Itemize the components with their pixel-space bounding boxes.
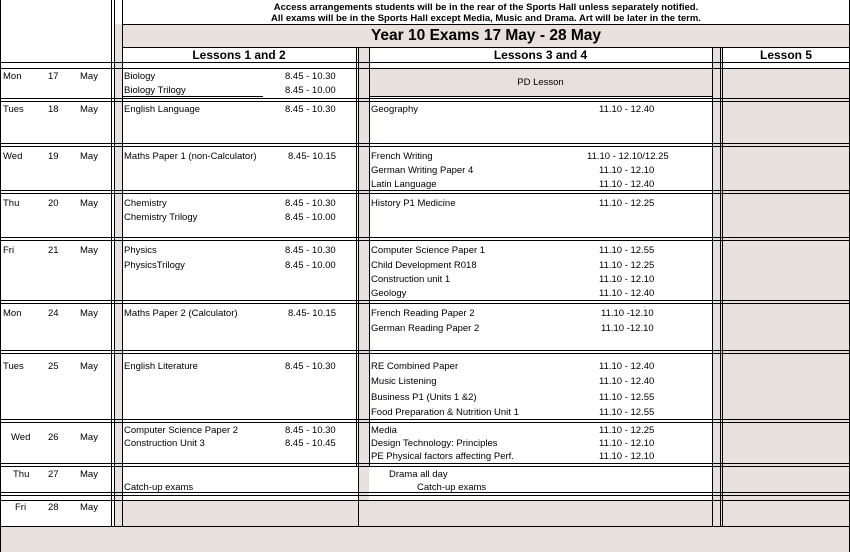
- exam-subject: Latin Language: [371, 179, 437, 190]
- month-label: May: [80, 245, 98, 256]
- notice-line-2: All exams will be in the Sports Hall except Media, Music and Drama. Art will be later in the term.: [271, 13, 701, 24]
- exam-time: 11.10 - 12.55: [599, 392, 655, 403]
- exam-time: 11.10 - 12.25: [599, 425, 655, 436]
- date-label: 21: [48, 245, 59, 256]
- exam-time: 8.45 - 10.00: [285, 260, 336, 271]
- exam-time: 8.45 - 10.30: [285, 198, 336, 209]
- pd-lesson-note: PD Lesson: [517, 77, 564, 88]
- day-label: Wed: [3, 151, 23, 162]
- spine-shade-left: [114, 24, 122, 526]
- exam-time: 8.45- 10.15: [288, 151, 337, 162]
- month-label: May: [80, 71, 98, 82]
- exam-time: 8.45 - 10.30: [285, 361, 336, 372]
- month-label: May: [80, 308, 98, 319]
- date-label: 20: [48, 198, 59, 209]
- exam-subject: Computer Science Paper 1: [371, 245, 486, 256]
- exam-time: 8.45 - 10.00: [285, 85, 336, 96]
- exam-time: 11.10 - 12.10: [599, 438, 655, 449]
- exam-time: 11.10 - 12.10/12.25: [587, 151, 669, 162]
- date-label: 25: [48, 361, 59, 372]
- exam-time: 8.45 - 10.30: [285, 71, 336, 82]
- day-label: Thu: [13, 469, 30, 480]
- date-label: 17: [48, 71, 59, 82]
- exam-time: 8.45 - 10.30: [285, 104, 336, 115]
- date-label: 19: [48, 151, 59, 162]
- exam-time: 11.10 - 12.55: [599, 245, 655, 256]
- exam-time: 11.10 - 12.10: [599, 165, 655, 176]
- exam-subject: Biology: [124, 71, 156, 82]
- day-label: Thu: [3, 198, 20, 209]
- exam-time: 11.10 - 12.40: [599, 376, 655, 387]
- month-label: May: [80, 198, 98, 209]
- exam-time: 11.10 - 12.40: [599, 179, 655, 190]
- day-label: Fri: [15, 502, 27, 513]
- month-label: May: [80, 432, 98, 443]
- notice-line-1: Access arrangements students will be in the rear of the Sports Hall unless separately notified.: [273, 2, 699, 13]
- exam-subject: Physics: [124, 245, 157, 256]
- exam-subject: Business P1 (Units 1 &2): [371, 392, 477, 403]
- exam-time: 8.45- 10.15: [288, 308, 337, 319]
- exam-subject: Food Preparation & Nutrition Unit 1: [371, 407, 519, 418]
- exam-time: 11.10 - 12.25: [599, 260, 655, 271]
- exam-subject: Construction unit 1: [371, 274, 451, 285]
- day-label: Mon: [3, 71, 22, 82]
- col-header-lessons12: Lessons 1 and 2: [192, 48, 286, 62]
- exam-subject: Biology Trilogy: [124, 85, 186, 96]
- day-label: Mon: [3, 308, 22, 319]
- exam-subject: Construction Unit 3: [124, 438, 205, 449]
- date-label: 24: [48, 308, 59, 319]
- exam-subject: PhysicsTrilogy: [124, 260, 185, 271]
- exam-time: 11.10 - 12.40: [599, 288, 655, 299]
- exam-subject: French Reading Paper 2: [371, 308, 475, 319]
- exam-time: 11.10 -12.10: [601, 308, 654, 319]
- exam-subject: Chemistry: [124, 198, 167, 209]
- exam-time: 11.10 - 12.40: [599, 104, 655, 115]
- exam-time: 8.45 - 10.30: [285, 245, 336, 256]
- catchup-note: Catch-up exams: [124, 482, 194, 493]
- month-label: May: [80, 502, 98, 513]
- exam-time: 11.10 - 12.10: [599, 274, 655, 285]
- exam-time: 11.10 - 12.10: [599, 451, 655, 462]
- exam-subject: English Literature: [124, 361, 198, 372]
- exam-subject: Media: [371, 425, 397, 436]
- date-label: 28: [48, 502, 59, 513]
- exam-subject: English Language: [124, 104, 201, 115]
- exam-time: 8.45 - 10.00: [285, 212, 336, 223]
- exam-time: 11.10 - 12.25: [599, 198, 655, 209]
- spine-shade-mid: [358, 47, 369, 526]
- exam-subject: German Reading Paper 2: [371, 323, 480, 334]
- exam-subject: PE Physical factors affecting Perf.: [371, 451, 514, 462]
- exam-time: 8.45 - 10.45: [285, 438, 336, 449]
- page-title: Year 10 Exams 17 May - 28 May: [370, 27, 602, 44]
- catchup-note: Catch-up exams: [417, 482, 487, 493]
- exam-subject: French Writing: [371, 151, 433, 162]
- fri28-lessons-cell: [122, 500, 712, 526]
- month-label: May: [80, 151, 98, 162]
- month-label: May: [80, 469, 98, 480]
- col-header-lesson5: Lesson 5: [759, 48, 813, 62]
- col-header-lessons34: Lessons 3 and 4: [493, 48, 588, 62]
- month-label: May: [80, 104, 98, 115]
- exam-subject: German Writing Paper 4: [371, 165, 474, 176]
- lesson5-column: [722, 68, 850, 526]
- day-label: Tues: [3, 361, 24, 372]
- exam-subject: Design Technology: Principles: [371, 438, 498, 449]
- exam-subject: Chemistry Trilogy: [124, 212, 198, 223]
- exam-subject: History P1 Medicine: [371, 198, 456, 209]
- exam-time: 11.10 - 12.40: [599, 361, 655, 372]
- exam-subject: Child Development R018: [371, 260, 477, 271]
- exam-subject: Geology: [371, 288, 407, 299]
- footer-band: [0, 526, 850, 552]
- exam-subject: Maths Paper 1 (non-Calculator): [124, 151, 257, 162]
- exam-subject: RE Combined Paper: [371, 361, 459, 372]
- month-label: May: [80, 361, 98, 372]
- day-label: Fri: [3, 245, 15, 256]
- exam-subject: Geography: [371, 104, 419, 115]
- date-label: 27: [48, 469, 59, 480]
- exam-time: 11.10 -12.10: [601, 323, 654, 334]
- drama-note: Drama all day: [389, 469, 448, 480]
- date-label: 18: [48, 104, 59, 115]
- exam-subject: Maths Paper 2 (Calculator): [124, 308, 238, 319]
- exam-time: 11.10 - 12.55: [599, 407, 655, 418]
- exam-time: 8.45 - 10.30: [285, 425, 336, 436]
- day-label: Tues: [3, 104, 24, 115]
- exam-subject: Music Listening: [371, 376, 437, 387]
- date-label: 26: [48, 432, 59, 443]
- exam-subject: Computer Science Paper 2: [124, 425, 239, 436]
- day-label: Wed: [11, 432, 31, 443]
